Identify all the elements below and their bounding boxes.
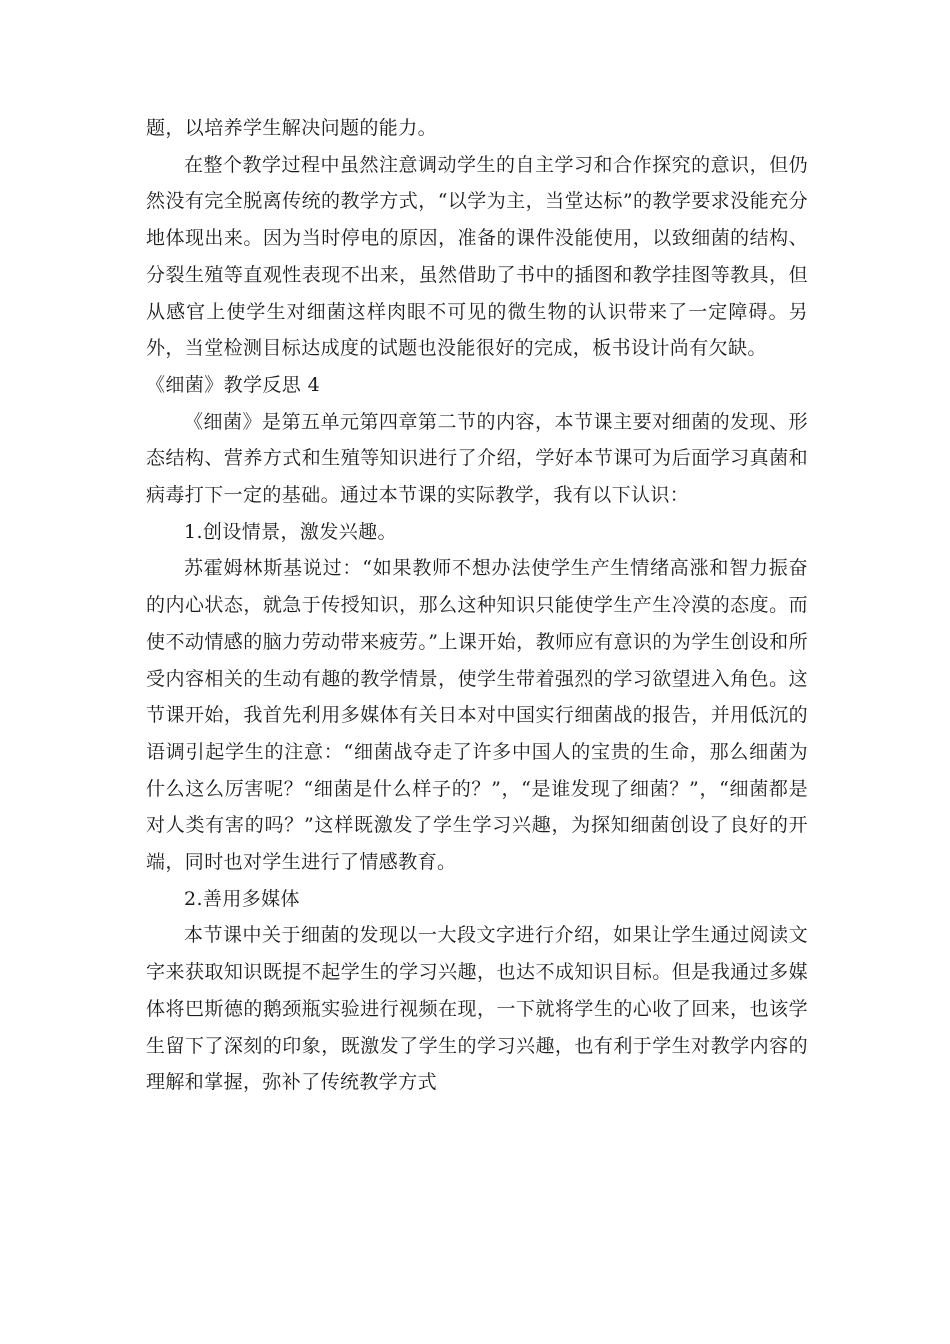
section-heading: 《细菌》教学反思 4 [146, 373, 321, 396]
paragraph-introduction: 《细菌》是第五单元第四章第二节的内容，本节课主要对细菌的发现、形态结构、营养方式和生殖等知识进行了介绍，学好本节课可为后面学习真菌和病毒打下一定的基础。通过本节课的实际教学，我有以下认识： [146, 410, 808, 507]
paragraph-point-2: 本节课中关于细菌的发现以一大段文字进行介绍，如果让学生通过阅读文字来获取知识既提不起学生的学习兴趣，也达不成知识目标。但是我通过多媒体将巴斯德的鹅颈瓶实验进行视频在现，一下就将学生的心收了回来，也该学生留下了深刻的印象，既激发了学生的学习兴趣，也有利于学生对教学内容的理解和掌握，弥补了传统教学方式 [146, 924, 808, 1094]
document-body [146, 110, 808, 1101]
subheading-2: 2.善用多媒体 [184, 887, 300, 910]
paragraph-reflection-summary: 在整个教学过程中虽然注意调动学生的自主学习和合作探究的意识，但仍然没有完全脱离传统的教学方式，“以学为主，当堂达标”的教学要求没能充分地体现出来。因为当时停电的原因，准备的课件没能使用，以致细菌的结构、分裂生殖等直观性表现不出来，虽然借助了书中的插图和教学挂图等教具，但从感官上使学生对细菌这样肉眼不可见的微生物的认识带来了一定障碍。另外，当堂检测目标达成度的试题也没能很好的完成，板书设计尚有欠缺。 [146, 153, 808, 360]
paragraph-continuation: 题，以培养学生解决问题的能力。 [146, 117, 438, 139]
subheading-1: 1.创设情景，激发兴趣。 [184, 520, 397, 543]
paragraph-point-1: 苏霍姆林斯基说过：“如果教师不想办法使学生产生情绪高涨和智力振奋的内心状态，就急于传授知识，那么这种知识只能使学生产生冷漠的态度。而使不动情感的脑力劳动带来疲劳。”上课开始，教师应有意识的为学生创设和所受内容相关的生动有趣的教学情景，使学生带着强烈的学习欲望进入角色。这节课开始，我首先利用多媒体有关日本对中国实行细菌战的报告，并用低沉的语调引起学生的注意：“细菌战夺走了许多中国人的宝贵的生命，那么细菌为什么这么厉害呢？“细菌是什么样子的？”，“是谁发现了细菌？”，“细菌都是对人类有害的吗？”这样既激发了学生学习兴趣，为探知细菌创设了良好的开端，同时也对学生进行了情感教育。 [146, 557, 808, 874]
